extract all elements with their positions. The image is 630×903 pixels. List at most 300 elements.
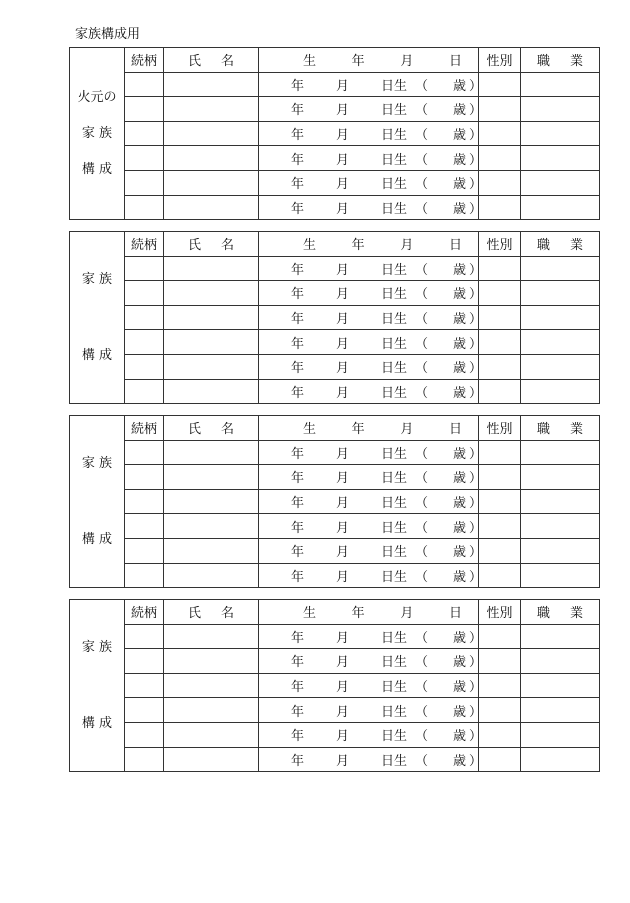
birthdate-day-born-label: 日生 <box>381 471 408 487</box>
side-label-line: 構 成 <box>81 347 113 363</box>
relation-cell[interactable] <box>125 514 164 539</box>
birthdate-open-paren-label: （ <box>415 336 429 352</box>
member-row <box>70 747 600 772</box>
birthdate-month-label: 月 <box>336 630 350 646</box>
relation-cell[interactable] <box>125 440 164 465</box>
relation-cell[interactable] <box>125 649 164 674</box>
birthdate-year-label: 年 <box>291 78 305 94</box>
name-cell[interactable] <box>164 489 259 514</box>
birthdate-age-label: 歳 <box>453 177 467 193</box>
relation-cell[interactable] <box>125 256 164 281</box>
header-row <box>70 232 600 257</box>
name-cell[interactable] <box>164 354 259 379</box>
header-row <box>70 600 600 625</box>
occupation-cell[interactable] <box>521 538 600 563</box>
side-label-line: 家 族 <box>81 455 113 471</box>
header-name <box>164 48 259 73</box>
relation-cell[interactable] <box>125 379 164 404</box>
birthdate-cell[interactable] <box>259 624 483 649</box>
birthdate-age-label: 歳 <box>453 336 467 352</box>
birthdate-close-paren-label: ） <box>469 496 483 512</box>
birthdate-cell[interactable] <box>259 146 483 171</box>
birthdate-close-paren-label: ） <box>469 680 483 696</box>
birthdate-month-label: 月 <box>336 545 350 561</box>
member-row <box>70 563 600 588</box>
occupation-cell[interactable] <box>521 170 600 195</box>
header-name-text: 氏 <box>187 238 201 254</box>
birthdate-age-label: 歳 <box>453 201 467 217</box>
header-occupation-text: 業 <box>570 238 584 254</box>
header-relation-text: 続柄 <box>130 54 157 70</box>
occupation-cell[interactable] <box>521 146 600 171</box>
birthdate-age-label: 歳 <box>453 385 467 401</box>
name-cell[interactable] <box>164 146 259 171</box>
birthdate-cell[interactable] <box>259 330 483 355</box>
header-occupation <box>521 600 600 625</box>
sex-cell[interactable] <box>479 305 521 330</box>
sex-cell[interactable] <box>479 747 521 772</box>
birthdate-day-born-label: 日生 <box>381 496 408 512</box>
side-label <box>70 416 125 588</box>
birthdate-cell[interactable] <box>259 97 483 122</box>
sex-cell[interactable] <box>479 489 521 514</box>
header-name-text: 名 <box>221 54 235 70</box>
relation-cell[interactable] <box>125 121 164 146</box>
member-row <box>70 305 600 330</box>
birthdate-open-paren-label: （ <box>415 630 429 646</box>
birthdate-close-paren-label: ） <box>469 569 483 585</box>
birthdate-open-paren-label: （ <box>415 128 429 144</box>
occupation-cell[interactable] <box>521 72 600 97</box>
sex-cell[interactable] <box>479 330 521 355</box>
member-row <box>70 440 600 465</box>
birthdate-cell[interactable] <box>259 673 483 698</box>
name-cell[interactable] <box>164 722 259 747</box>
birthdate-day-born-label: 日生 <box>381 78 408 94</box>
relation-cell[interactable] <box>125 170 164 195</box>
birthdate-age-label: 歳 <box>453 630 467 646</box>
birthdate-month-label: 月 <box>336 78 350 94</box>
birthdate-open-paren-label: （ <box>415 753 429 769</box>
birthdate-close-paren-label: ） <box>469 152 483 168</box>
relation-cell[interactable] <box>125 747 164 772</box>
header-birthdate-text: 月 <box>400 238 414 254</box>
birthdate-day-born-label: 日生 <box>381 262 408 278</box>
birthdate-month-label: 月 <box>336 177 350 193</box>
birthdate-year-label: 年 <box>291 496 305 512</box>
member-row <box>70 698 600 723</box>
birthdate-age-label: 歳 <box>453 287 467 303</box>
member-row <box>70 465 600 490</box>
birthdate-month-label: 月 <box>336 729 350 745</box>
name-cell[interactable] <box>164 538 259 563</box>
birthdate-cell[interactable] <box>259 563 483 588</box>
header-relation <box>125 416 164 441</box>
member-row <box>70 649 600 674</box>
birthdate-cell[interactable] <box>259 256 483 281</box>
header-birthdate-text: 日 <box>448 54 462 70</box>
relation-cell[interactable] <box>125 305 164 330</box>
birthdate-cell[interactable] <box>259 305 483 330</box>
header-occupation <box>521 48 600 73</box>
birthdate-close-paren-label: ） <box>469 177 483 193</box>
birthdate-cell[interactable] <box>259 379 483 404</box>
header-name <box>164 600 259 625</box>
header-occupation-text: 職 <box>536 54 550 70</box>
birthdate-month-label: 月 <box>336 496 350 512</box>
birthdate-cell[interactable] <box>259 281 483 306</box>
sex-cell[interactable] <box>479 146 521 171</box>
sex-cell[interactable] <box>479 121 521 146</box>
header-birthdate-text: 生 <box>303 54 317 70</box>
occupation-cell[interactable] <box>521 514 600 539</box>
name-cell[interactable] <box>164 440 259 465</box>
relation-cell[interactable] <box>125 489 164 514</box>
member-row <box>70 195 600 220</box>
birthdate-cell[interactable] <box>259 649 483 674</box>
header-birthdate-text: 月 <box>400 54 414 70</box>
sex-cell[interactable] <box>479 563 521 588</box>
member-row <box>70 538 600 563</box>
member-row <box>70 330 600 355</box>
birthdate-year-label: 年 <box>291 287 305 303</box>
birthdate-year-label: 年 <box>291 177 305 193</box>
header-relation-text: 続柄 <box>130 606 157 622</box>
birthdate-year-label: 年 <box>291 520 305 536</box>
birthdate-cell[interactable] <box>259 72 483 97</box>
relation-cell[interactable] <box>125 465 164 490</box>
name-cell[interactable] <box>164 305 259 330</box>
relation-cell[interactable] <box>125 195 164 220</box>
birthdate-day-born-label: 日生 <box>381 336 408 352</box>
header-birthdate <box>259 48 479 73</box>
birthdate-cell[interactable] <box>259 747 483 772</box>
header-occupation <box>521 232 600 257</box>
occupation-cell[interactable] <box>521 195 600 220</box>
birthdate-close-paren-label: ） <box>469 312 483 328</box>
relation-cell[interactable] <box>125 281 164 306</box>
birthdate-month-label: 月 <box>336 361 350 377</box>
birthdate-day-born-label: 日生 <box>381 630 408 646</box>
birthdate-month-label: 月 <box>336 128 350 144</box>
member-row <box>70 514 600 539</box>
occupation-cell[interactable] <box>521 281 600 306</box>
birthdate-age-label: 歳 <box>453 655 467 671</box>
name-cell[interactable] <box>164 195 259 220</box>
birthdate-day-born-label: 日生 <box>381 753 408 769</box>
name-cell[interactable] <box>164 465 259 490</box>
header-birthdate-text: 生 <box>303 606 317 622</box>
sex-cell[interactable] <box>479 440 521 465</box>
birthdate-cell[interactable] <box>259 538 483 563</box>
relation-cell[interactable] <box>125 563 164 588</box>
birthdate-open-paren-label: （ <box>415 655 429 671</box>
sex-cell[interactable] <box>479 354 521 379</box>
occupation-cell[interactable] <box>521 379 600 404</box>
birthdate-year-label: 年 <box>291 385 305 401</box>
birthdate-close-paren-label: ） <box>469 361 483 377</box>
name-cell[interactable] <box>164 281 259 306</box>
header-row <box>70 416 600 441</box>
birthdate-open-paren-label: （ <box>415 704 429 720</box>
header-sex <box>479 48 521 73</box>
birthdate-age-label: 歳 <box>453 545 467 561</box>
header-occupation-text: 職 <box>536 606 550 622</box>
birthdate-year-label: 年 <box>291 680 305 696</box>
header-sex <box>479 232 521 257</box>
header-birthdate-text: 月 <box>400 422 414 438</box>
birthdate-open-paren-label: （ <box>415 361 429 377</box>
birthdate-open-paren-label: （ <box>415 446 429 462</box>
birthdate-day-born-label: 日生 <box>381 385 408 401</box>
page-title: 家族構成用 <box>75 27 141 42</box>
name-cell[interactable] <box>164 379 259 404</box>
name-cell[interactable] <box>164 330 259 355</box>
relation-cell[interactable] <box>125 673 164 698</box>
birthdate-age-label: 歳 <box>453 729 467 745</box>
header-relation <box>125 48 164 73</box>
sex-cell[interactable] <box>479 673 521 698</box>
header-sex-text: 性別 <box>486 238 513 254</box>
birthdate-close-paren-label: ） <box>469 336 483 352</box>
header-name-text: 名 <box>221 422 235 438</box>
birthdate-day-born-label: 日生 <box>381 655 408 671</box>
birthdate-open-paren-label: （ <box>415 177 429 193</box>
header-birthdate-text: 生 <box>303 422 317 438</box>
sex-cell[interactable] <box>479 514 521 539</box>
occupation-cell[interactable] <box>521 698 600 723</box>
side-label-line: 家 族 <box>81 125 113 141</box>
header-name <box>164 416 259 441</box>
birthdate-year-label: 年 <box>291 128 305 144</box>
birthdate-year-label: 年 <box>291 361 305 377</box>
sex-cell[interactable] <box>479 649 521 674</box>
birthdate-month-label: 月 <box>336 753 350 769</box>
birthdate-month-label: 月 <box>336 262 350 278</box>
occupation-cell[interactable] <box>521 121 600 146</box>
sex-cell[interactable] <box>479 465 521 490</box>
birthdate-day-born-label: 日生 <box>381 103 408 119</box>
member-row <box>70 281 600 306</box>
name-cell[interactable] <box>164 563 259 588</box>
birthdate-day-born-label: 日生 <box>381 287 408 303</box>
header-name-text: 氏 <box>187 54 201 70</box>
header-relation <box>125 600 164 625</box>
side-label <box>70 48 125 220</box>
birthdate-open-paren-label: （ <box>415 312 429 328</box>
member-row <box>70 256 600 281</box>
birthdate-open-paren-label: （ <box>415 103 429 119</box>
header-birthdate-text: 年 <box>351 606 365 622</box>
birthdate-close-paren-label: ） <box>469 287 483 303</box>
name-cell[interactable] <box>164 698 259 723</box>
side-label-line: 家 族 <box>81 639 113 655</box>
birthdate-open-paren-label: （ <box>415 471 429 487</box>
header-name-text: 氏 <box>187 606 201 622</box>
sex-cell[interactable] <box>479 170 521 195</box>
birthdate-open-paren-label: （ <box>415 78 429 94</box>
name-cell[interactable] <box>164 256 259 281</box>
occupation-cell[interactable] <box>521 563 600 588</box>
relation-cell[interactable] <box>125 97 164 122</box>
name-cell[interactable] <box>164 649 259 674</box>
header-occupation-text: 業 <box>570 54 584 70</box>
birthdate-close-paren-label: ） <box>469 471 483 487</box>
occupation-cell[interactable] <box>521 354 600 379</box>
header-name <box>164 232 259 257</box>
member-row <box>70 673 600 698</box>
family-table <box>69 231 600 404</box>
birthdate-year-label: 年 <box>291 152 305 168</box>
birthdate-cell[interactable] <box>259 121 483 146</box>
birthdate-month-label: 月 <box>336 704 350 720</box>
sex-cell[interactable] <box>479 538 521 563</box>
member-row <box>70 489 600 514</box>
birthdate-cell[interactable] <box>259 195 483 220</box>
sex-cell[interactable] <box>479 72 521 97</box>
header-birthdate-text: 年 <box>351 54 365 70</box>
birthdate-year-label: 年 <box>291 569 305 585</box>
occupation-cell[interactable] <box>521 747 600 772</box>
birthdate-day-born-label: 日生 <box>381 704 408 720</box>
birthdate-day-born-label: 日生 <box>381 177 408 193</box>
header-occupation-text: 職 <box>536 422 550 438</box>
header-relation <box>125 232 164 257</box>
occupation-cell[interactable] <box>521 440 600 465</box>
header-sex-text: 性別 <box>486 422 513 438</box>
member-row <box>70 97 600 122</box>
birthdate-month-label: 月 <box>336 152 350 168</box>
header-birthdate-text: 日 <box>448 238 462 254</box>
relation-cell[interactable] <box>125 624 164 649</box>
birthdate-age-label: 歳 <box>453 471 467 487</box>
member-row <box>70 121 600 146</box>
birthdate-cell[interactable] <box>259 722 483 747</box>
birthdate-cell[interactable] <box>259 354 483 379</box>
birthdate-open-paren-label: （ <box>415 287 429 303</box>
birthdate-year-label: 年 <box>291 262 305 278</box>
occupation-cell[interactable] <box>521 722 600 747</box>
occupation-cell[interactable] <box>521 465 600 490</box>
birthdate-age-label: 歳 <box>453 361 467 377</box>
name-cell[interactable] <box>164 747 259 772</box>
header-birthdate <box>259 232 479 257</box>
sex-cell[interactable] <box>479 256 521 281</box>
relation-cell[interactable] <box>125 538 164 563</box>
occupation-cell[interactable] <box>521 256 600 281</box>
birthdate-cell[interactable] <box>259 440 483 465</box>
birthdate-day-born-label: 日生 <box>381 312 408 328</box>
header-occupation-text: 業 <box>570 422 584 438</box>
header-name-text: 名 <box>221 606 235 622</box>
relation-cell[interactable] <box>125 72 164 97</box>
birthdate-close-paren-label: ） <box>469 655 483 671</box>
occupation-cell[interactable] <box>521 97 600 122</box>
birthdate-day-born-label: 日生 <box>381 520 408 536</box>
birthdate-cell[interactable] <box>259 514 483 539</box>
birthdate-year-label: 年 <box>291 729 305 745</box>
relation-cell[interactable] <box>125 146 164 171</box>
birthdate-month-label: 月 <box>336 446 350 462</box>
header-occupation-text: 職 <box>536 238 550 254</box>
name-cell[interactable] <box>164 72 259 97</box>
occupation-cell[interactable] <box>521 624 600 649</box>
header-sex <box>479 416 521 441</box>
birthdate-year-label: 年 <box>291 336 305 352</box>
birthdate-age-label: 歳 <box>453 78 467 94</box>
birthdate-age-label: 歳 <box>453 704 467 720</box>
sex-cell[interactable] <box>479 281 521 306</box>
birthdate-open-paren-label: （ <box>415 262 429 278</box>
header-sex-text: 性別 <box>486 54 513 70</box>
family-table <box>69 47 600 220</box>
header-birthdate <box>259 416 479 441</box>
birthdate-month-label: 月 <box>336 655 350 671</box>
birthdate-close-paren-label: ） <box>469 201 483 217</box>
side-label <box>70 232 125 404</box>
sex-cell[interactable] <box>479 624 521 649</box>
relation-cell[interactable] <box>125 722 164 747</box>
member-row <box>70 170 600 195</box>
sex-cell[interactable] <box>479 722 521 747</box>
birthdate-close-paren-label: ） <box>469 545 483 561</box>
birthdate-year-label: 年 <box>291 545 305 561</box>
occupation-cell[interactable] <box>521 305 600 330</box>
occupation-cell[interactable] <box>521 649 600 674</box>
occupation-cell[interactable] <box>521 489 600 514</box>
birthdate-month-label: 月 <box>336 312 350 328</box>
birthdate-close-paren-label: ） <box>469 446 483 462</box>
birthdate-cell[interactable] <box>259 465 483 490</box>
birthdate-age-label: 歳 <box>453 569 467 585</box>
header-birthdate-text: 生 <box>303 238 317 254</box>
birthdate-month-label: 月 <box>336 103 350 119</box>
sex-cell[interactable] <box>479 195 521 220</box>
header-occupation-text: 業 <box>570 606 584 622</box>
name-cell[interactable] <box>164 673 259 698</box>
relation-cell[interactable] <box>125 698 164 723</box>
sex-cell[interactable] <box>479 97 521 122</box>
name-cell[interactable] <box>164 514 259 539</box>
birthdate-close-paren-label: ） <box>469 729 483 745</box>
birthdate-close-paren-label: ） <box>469 630 483 646</box>
name-cell[interactable] <box>164 121 259 146</box>
relation-cell[interactable] <box>125 330 164 355</box>
side-label-line: 構 成 <box>81 531 113 547</box>
birthdate-open-paren-label: （ <box>415 545 429 561</box>
birthdate-close-paren-label: ） <box>469 128 483 144</box>
birthdate-day-born-label: 日生 <box>381 569 408 585</box>
header-row <box>70 48 600 73</box>
birthdate-day-born-label: 日生 <box>381 446 408 462</box>
birthdate-year-label: 年 <box>291 471 305 487</box>
sex-cell[interactable] <box>479 698 521 723</box>
relation-cell[interactable] <box>125 354 164 379</box>
name-cell[interactable] <box>164 97 259 122</box>
name-cell[interactable] <box>164 170 259 195</box>
header-birthdate-text: 日 <box>448 422 462 438</box>
birthdate-cell[interactable] <box>259 170 483 195</box>
header-birthdate <box>259 600 479 625</box>
occupation-cell[interactable] <box>521 673 600 698</box>
birthdate-month-label: 月 <box>336 680 350 696</box>
birthdate-cell[interactable] <box>259 698 483 723</box>
occupation-cell[interactable] <box>521 330 600 355</box>
name-cell[interactable] <box>164 624 259 649</box>
header-birthdate-text: 月 <box>400 606 414 622</box>
sex-cell[interactable] <box>479 379 521 404</box>
birthdate-cell[interactable] <box>259 489 483 514</box>
